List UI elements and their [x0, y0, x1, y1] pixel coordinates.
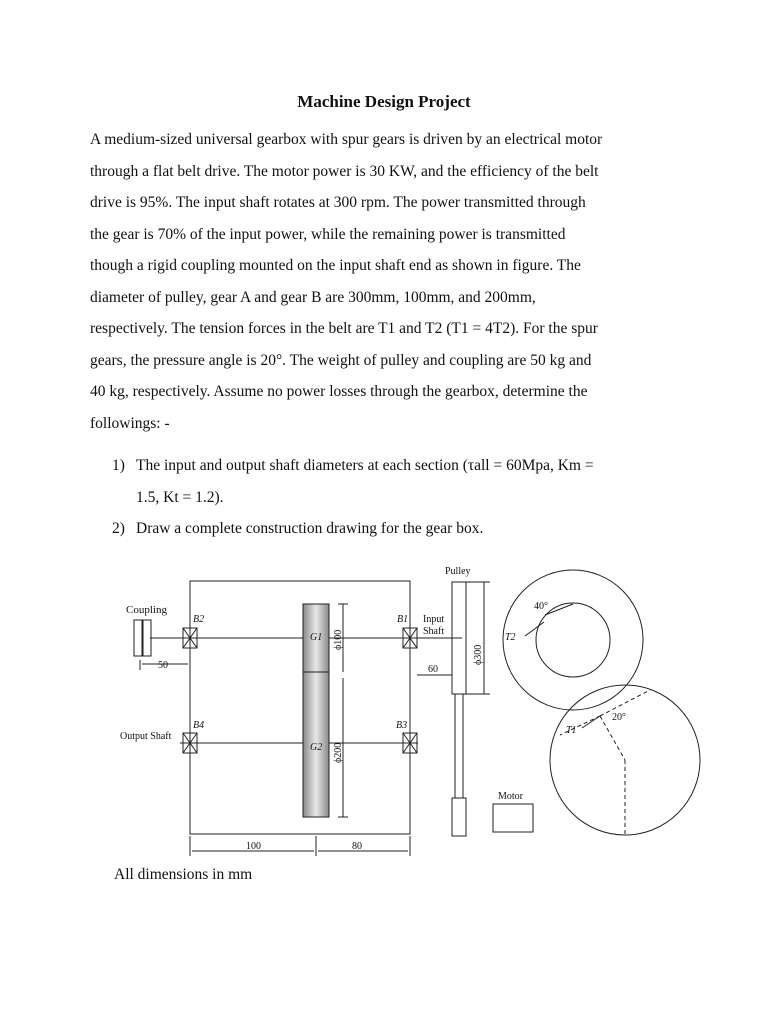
gear-large-circle	[503, 570, 643, 710]
list-item	[112, 513, 672, 545]
gearbox-housing	[190, 581, 410, 834]
coupling	[134, 620, 142, 656]
paragraph-line: the gear is 70% of the input power, while the remaining power is transmitted	[90, 225, 566, 243]
dim-g1-label: ϕ100	[333, 629, 344, 650]
task-list	[112, 450, 672, 545]
motor-label: Motor	[498, 791, 523, 802]
coupling-half	[143, 620, 151, 656]
t2-label: T2	[505, 632, 516, 643]
paragraph-line: drive is 95%. The input shaft rotates at 300 rpm. The power transmitted through	[90, 194, 586, 211]
b3-label: B3	[396, 720, 408, 731]
paragraph-line: through a flat belt drive. The motor power is 30 KW, and the efficiency of the belt	[90, 162, 599, 180]
gearbox-figure	[110, 560, 710, 860]
g2-label: G2	[310, 742, 323, 753]
b1-label: B1	[397, 614, 409, 625]
list-item-text-continued: 1.5, Kt = 1.2).	[136, 488, 224, 506]
paragraph-line: respectively. The tension forces in the belt are T1 and T2 (T1 = 4T2). For the spur	[90, 320, 598, 337]
t1-label: T1	[566, 725, 577, 736]
paragraph-line: gears, the pressure angle is 20°. The weight of pulley and coupling are 50 kg and	[90, 351, 592, 369]
pulley-label: Pulley	[445, 566, 471, 577]
dim-80-label: 80	[352, 841, 362, 852]
paragraph-line: though a rigid coupling mounted on the input shaft end as shown in figure. The	[90, 257, 581, 274]
list-item-text: The input and output shaft diameters at each section (τall = 60Mpa, Km =	[136, 457, 594, 474]
input-shaft-label: Input	[423, 614, 445, 625]
t2-arrow	[525, 622, 544, 636]
paragraph-line: 40 kg, respectively. Assume no power losses through the gearbox, determine the	[90, 383, 588, 400]
paragraph-line: followings: -	[90, 414, 170, 432]
paragraph-line: diameter of pulley, gear A and gear B are 300mm, 100mm, and 200mm,	[90, 288, 536, 306]
list-number: 1)	[112, 457, 125, 474]
list-item	[112, 450, 672, 513]
paragraph-line: A medium-sized universal gearbox with spur gears is driven by an electrical motor	[90, 131, 603, 148]
motor-pulley	[452, 798, 466, 836]
dim-50-label: 50	[158, 660, 168, 671]
angle-40-label: 40°	[534, 601, 548, 612]
angle-20-label: 20°	[612, 712, 626, 723]
page-title: Machine Design Project	[297, 92, 471, 111]
list-item-text: Draw a complete construction drawing for the gear box.	[136, 520, 484, 537]
list-number: 2)	[112, 520, 125, 537]
coupling-label: Coupling	[126, 604, 167, 616]
output-shaft-label: Output Shaft	[120, 731, 172, 742]
b4-label: B4	[193, 720, 205, 731]
dim-100-label: 100	[246, 841, 261, 852]
problem-statement	[90, 124, 670, 439]
dim-60-label: 60	[428, 664, 438, 675]
motor	[493, 804, 533, 832]
dim-g2-label: ϕ200	[333, 742, 344, 763]
input-shaft-label-2: Shaft	[423, 626, 445, 637]
g1-label: G1	[310, 632, 323, 643]
b2-label: B2	[193, 614, 205, 625]
figure-caption: All dimensions in mm	[114, 866, 253, 883]
dim-pulley-label: ϕ300	[473, 644, 484, 665]
